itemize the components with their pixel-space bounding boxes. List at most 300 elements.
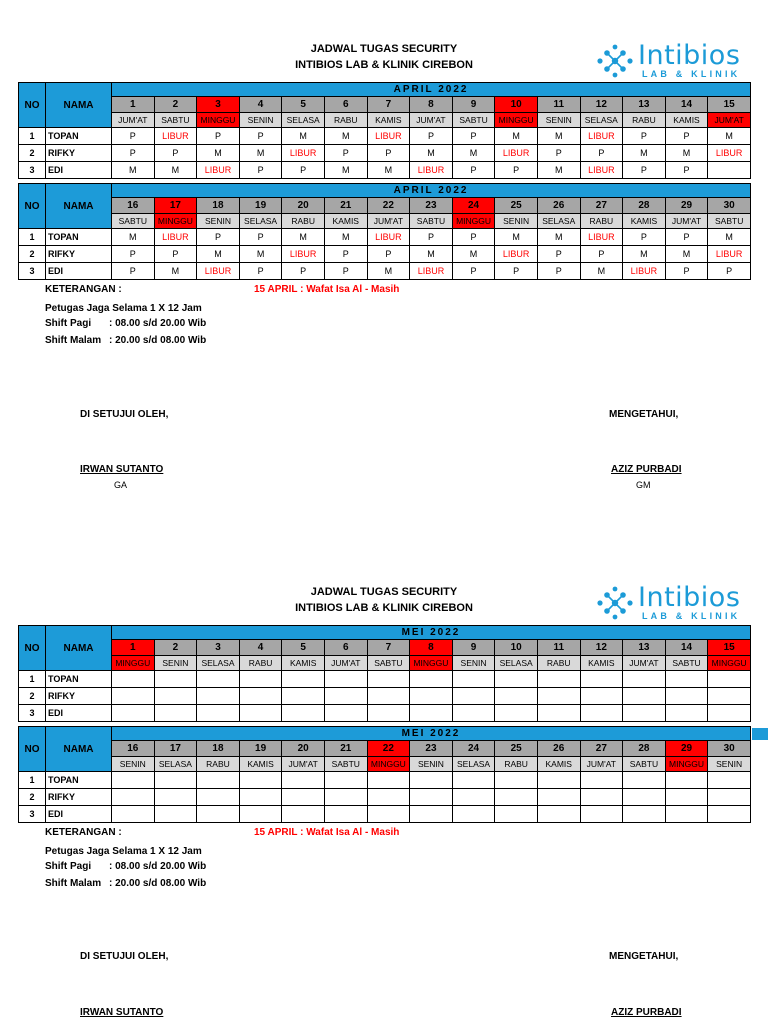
shift-cell	[410, 246, 453, 263]
shift-cell	[537, 128, 580, 145]
day-name-cell: SABTU	[154, 113, 197, 128]
shift-cell	[623, 671, 666, 688]
date-cell: 15	[708, 97, 751, 113]
shift-cell	[282, 263, 325, 280]
shift-code: M	[469, 248, 478, 259]
known-by-label-2: MENGETAHUI,	[609, 951, 679, 962]
shift-cell	[324, 263, 367, 280]
shift-cell	[665, 162, 708, 179]
shift-malam-value: : 20.00 s/d 08.00 Wib	[109, 335, 207, 346]
day-name-cell: JUM'AT	[282, 757, 325, 772]
month-header: APRIL 2022	[112, 83, 751, 97]
staff-name: EDI	[46, 806, 112, 823]
day-name-cell: KAMIS	[580, 656, 623, 671]
table-row	[19, 229, 751, 246]
shift-cell	[495, 789, 538, 806]
shift-code: M	[171, 164, 180, 175]
shift-cell	[623, 263, 666, 280]
shift-malam-value: : 20.00 s/d 08.00 Wib	[109, 878, 207, 889]
date-cell: 17	[154, 198, 197, 214]
day-name-cell: SABTU	[324, 757, 367, 772]
date-cell: 25	[495, 741, 538, 757]
date-cell: 13	[623, 97, 666, 113]
date-cell: 20	[282, 198, 325, 214]
shift-cell	[112, 806, 155, 823]
date-cell: 1	[112, 97, 155, 113]
shift-code: M	[384, 164, 393, 175]
shift-cell	[154, 705, 197, 722]
shift-code: M	[554, 164, 563, 175]
date-cell: 24	[452, 741, 495, 757]
shift-cell	[537, 806, 580, 823]
date-cell: 8	[410, 640, 453, 656]
shift-cell	[239, 671, 282, 688]
shift-cell	[410, 229, 453, 246]
day-off-label: LIBUR	[204, 265, 232, 276]
shift-cell	[197, 806, 240, 823]
shift-cell	[367, 806, 410, 823]
shift-code: P	[683, 231, 690, 242]
shift-cell	[367, 772, 410, 789]
month-header: APRIL 2022	[112, 184, 751, 198]
row-number: 2	[19, 688, 46, 705]
date-cell: 18	[197, 198, 240, 214]
shift-cell	[495, 229, 538, 246]
shift-code: P	[257, 265, 264, 276]
day-name-cell: JUM'AT	[708, 113, 751, 128]
table-row	[19, 705, 751, 722]
known-by-label: MENGETAHUI,	[609, 409, 679, 420]
shift-cell	[665, 229, 708, 246]
shift-code: M	[214, 147, 222, 158]
shift-cell	[239, 229, 282, 246]
date-cell: 13	[623, 640, 666, 656]
shift-cell	[154, 772, 197, 789]
shift-cell	[324, 789, 367, 806]
stray-blue-cell	[752, 728, 768, 740]
shift-code: P	[342, 147, 349, 158]
shift-cell	[623, 789, 666, 806]
shift-code: M	[512, 130, 520, 141]
day-name-cell: SENIN	[410, 757, 453, 772]
shift-cell	[410, 128, 453, 145]
molecule-icon	[596, 584, 634, 622]
shift-code: P	[555, 248, 562, 259]
shift-cell	[367, 145, 410, 162]
shift-cell	[537, 162, 580, 179]
shift-cell	[708, 145, 751, 162]
day-name-cell: RABU	[495, 757, 538, 772]
day-off-label: LIBUR	[375, 231, 402, 242]
shift-cell	[154, 789, 197, 806]
day-name-cell: SENIN	[239, 113, 282, 128]
day-name-cell: SABTU	[708, 214, 751, 229]
brand-name: Intibios	[638, 582, 741, 613]
shift-pagi-2	[45, 861, 206, 872]
shift-cell	[580, 772, 623, 789]
shift-code: M	[469, 147, 478, 158]
staff-name: RIFKY	[46, 789, 112, 806]
shift-cell	[580, 128, 623, 145]
date-cell: 10	[495, 97, 538, 113]
staff-name: TOPAN	[46, 671, 112, 688]
date-cell: 27	[580, 741, 623, 757]
shift-cell	[197, 145, 240, 162]
shift-cell	[154, 246, 197, 263]
shift-code: M	[725, 130, 733, 141]
shift-cell	[154, 263, 197, 280]
shift-cell	[410, 145, 453, 162]
shift-cell	[708, 671, 751, 688]
shift-cell	[580, 688, 623, 705]
shift-code: P	[555, 265, 562, 276]
holiday-note-2: 15 APRIL : Wafat Isa Al - Masih	[254, 827, 400, 838]
shift-code: M	[299, 130, 307, 141]
shift-code: M	[214, 248, 222, 259]
date-cell: 20	[282, 741, 325, 757]
shift-cell	[282, 688, 325, 705]
shift-cell	[537, 145, 580, 162]
shift-code: P	[214, 231, 221, 242]
day-name-cell: MINGGU	[154, 214, 197, 229]
shift-cell	[410, 688, 453, 705]
day-name-cell: RABU	[623, 113, 666, 128]
shift-cell	[665, 246, 708, 263]
shift-code: M	[129, 231, 137, 242]
shift-code: P	[640, 130, 647, 141]
shift-cell	[665, 789, 708, 806]
shift-code: P	[427, 130, 434, 141]
day-name-cell: JUM'AT	[410, 113, 453, 128]
day-name-cell: SELASA	[452, 757, 495, 772]
shift-cell	[537, 705, 580, 722]
shift-code: P	[342, 248, 349, 259]
shift-cell	[367, 246, 410, 263]
shift-malam-2	[45, 878, 206, 889]
shift-cell	[367, 229, 410, 246]
shift-code: P	[214, 130, 221, 141]
row-number: 3	[19, 705, 46, 722]
shift-pagi-value: : 08.00 s/d 20.00 Wib	[109, 318, 207, 329]
date-cell: 6	[324, 640, 367, 656]
shift-cell	[623, 806, 666, 823]
shift-code: M	[342, 231, 350, 242]
shift-code: M	[512, 231, 520, 242]
date-cell: 7	[367, 640, 410, 656]
month-header: MEI 2022	[112, 626, 751, 640]
doc-title-2: JADWAL TUGAS SECURITY	[310, 586, 458, 598]
shift-code: P	[640, 231, 647, 242]
shift-code: P	[257, 130, 264, 141]
day-name-cell: MINGGU	[452, 214, 495, 229]
shift-code: P	[598, 248, 605, 259]
date-cell: 9	[452, 97, 495, 113]
shift-cell	[665, 772, 708, 789]
shift-cell	[112, 671, 155, 688]
brand-subtitle: LAB & KLINIK	[641, 611, 741, 621]
shift-cell	[324, 772, 367, 789]
day-name-cell: MINGGU	[410, 656, 453, 671]
shift-code: P	[598, 147, 605, 158]
shift-code: M	[640, 248, 648, 259]
date-cell: 12	[580, 640, 623, 656]
date-cell: 17	[154, 741, 197, 757]
col-header-nama: NAMA	[46, 83, 112, 128]
date-cell: 19	[239, 741, 282, 757]
shift-code: M	[342, 164, 350, 175]
date-cell: 5	[282, 97, 325, 113]
shift-cell	[495, 688, 538, 705]
day-off-label: LIBUR	[289, 248, 317, 259]
col-header-no: NO	[19, 626, 46, 671]
shift-cell	[112, 705, 155, 722]
col-header-nama: NAMA	[46, 727, 112, 772]
shift-cell	[324, 128, 367, 145]
shift-cell	[197, 671, 240, 688]
shift-cell	[623, 128, 666, 145]
shift-malam	[45, 335, 206, 346]
day-off-label: LIBUR	[502, 248, 530, 259]
shift-cell	[239, 705, 282, 722]
shift-cell	[537, 246, 580, 263]
holiday-note: 15 APRIL : Wafat Isa Al - Masih	[254, 284, 400, 295]
shift-code: M	[427, 147, 435, 158]
keterangan-label: KETERANGAN :	[45, 284, 122, 295]
staff-name: TOPAN	[46, 229, 112, 246]
shift-cell	[112, 246, 155, 263]
shift-cell	[282, 162, 325, 179]
day-name-cell: SELASA	[537, 214, 580, 229]
day-off-label: LIBUR	[588, 130, 615, 141]
shift-cell	[623, 772, 666, 789]
shift-cell	[239, 162, 282, 179]
day-name-cell: SABTU	[623, 757, 666, 772]
day-name-cell: MINGGU	[665, 757, 708, 772]
shift-cell	[282, 671, 325, 688]
col-header-no: NO	[19, 83, 46, 128]
shift-code: M	[725, 231, 733, 242]
shift-cell	[580, 229, 623, 246]
shift-cell	[324, 688, 367, 705]
shift-cell	[154, 806, 197, 823]
shift-cell	[324, 145, 367, 162]
shift-cell	[580, 162, 623, 179]
date-cell: 3	[197, 97, 240, 113]
month-header: MEI 2022	[112, 727, 751, 741]
shift-cell	[410, 705, 453, 722]
day-name-cell: SENIN	[154, 656, 197, 671]
shift-cell	[112, 128, 155, 145]
shift-cell	[367, 263, 410, 280]
shift-malam-label: Shift Malam	[45, 878, 102, 889]
day-name-cell: KAMIS	[282, 656, 325, 671]
date-cell: 2	[154, 97, 197, 113]
day-off-label: LIBUR	[162, 130, 189, 141]
staff-name: EDI	[46, 162, 112, 179]
shift-code: P	[342, 265, 349, 276]
day-name-cell: MINGGU	[495, 113, 538, 128]
date-cell: 19	[239, 198, 282, 214]
shift-cell	[282, 246, 325, 263]
approved-by-label: DI SETUJUI OLEH,	[80, 409, 169, 420]
shift-cell	[537, 789, 580, 806]
shift-cell	[495, 806, 538, 823]
shift-cell	[324, 162, 367, 179]
shift-cell	[665, 128, 708, 145]
date-cell: 23	[410, 741, 453, 757]
col-header-no: NO	[19, 184, 46, 229]
shift-cell	[239, 263, 282, 280]
day-name-cell: SELASA	[197, 656, 240, 671]
table-row	[19, 145, 751, 162]
shift-cell	[580, 705, 623, 722]
shift-cell	[452, 263, 495, 280]
shift-cell	[537, 263, 580, 280]
shift-code: P	[726, 265, 733, 276]
day-name-cell: JUM'AT	[623, 656, 666, 671]
table-row	[19, 246, 751, 263]
day-off-label: LIBUR	[715, 147, 743, 158]
date-cell: 5	[282, 640, 325, 656]
date-cell: 22	[367, 741, 410, 757]
shift-code: P	[640, 164, 647, 175]
day-name-cell: SABTU	[665, 656, 708, 671]
shift-cell	[367, 688, 410, 705]
row-number: 2	[19, 789, 46, 806]
shift-cell	[154, 162, 197, 179]
shift-cell	[495, 162, 538, 179]
table-row	[19, 263, 751, 280]
shift-cell	[495, 128, 538, 145]
shift-cell	[708, 705, 751, 722]
date-cell: 9	[452, 640, 495, 656]
shift-cell	[112, 229, 155, 246]
shift-cell	[282, 806, 325, 823]
shift-cell	[410, 263, 453, 280]
date-cell: 4	[239, 640, 282, 656]
shift-code: P	[470, 231, 477, 242]
shift-cell	[580, 263, 623, 280]
shift-code: M	[299, 231, 307, 242]
date-cell: 14	[665, 640, 708, 656]
molecule-icon	[596, 42, 634, 80]
shift-cell	[580, 145, 623, 162]
shift-code: P	[470, 130, 477, 141]
day-name-cell: JUM'AT	[324, 656, 367, 671]
day-off-label: LIBUR	[289, 147, 317, 158]
day-name-cell: KAMIS	[367, 113, 410, 128]
keterangan-label-2: KETERANGAN :	[45, 827, 122, 838]
shift-cell	[410, 162, 453, 179]
shift-cell	[495, 772, 538, 789]
date-cell: 7	[367, 97, 410, 113]
date-cell: 29	[665, 741, 708, 757]
day-name-cell: KAMIS	[324, 214, 367, 229]
shift-cell	[665, 688, 708, 705]
day-name-cell: SELASA	[580, 113, 623, 128]
shift-cell	[708, 772, 751, 789]
approver-role: GA	[114, 480, 128, 490]
shift-pagi-label: Shift Pagi	[45, 318, 92, 329]
approver-name: IRWAN SUTANTO	[80, 464, 164, 475]
shift-cell	[154, 128, 197, 145]
day-off-label: LIBUR	[204, 164, 232, 175]
shift-code: M	[640, 147, 648, 158]
day-name-cell: KAMIS	[665, 113, 708, 128]
col-header-nama: NAMA	[46, 184, 112, 229]
shift-cell	[112, 263, 155, 280]
day-name-cell: SENIN	[708, 757, 751, 772]
day-name-cell: SABTU	[452, 113, 495, 128]
shift-cell	[708, 263, 751, 280]
shift-cell	[112, 688, 155, 705]
day-off-label: LIBUR	[502, 147, 530, 158]
shift-code: M	[682, 248, 691, 259]
shift-cell	[197, 246, 240, 263]
date-cell: 18	[197, 741, 240, 757]
date-cell: 6	[324, 97, 367, 113]
day-name-cell: KAMIS	[537, 757, 580, 772]
shift-cell	[410, 772, 453, 789]
day-name-cell: MINGGU	[112, 656, 155, 671]
day-name-cell: MINGGU	[367, 757, 410, 772]
shift-code: P	[683, 164, 690, 175]
row-number: 1	[19, 772, 46, 789]
staff-name: EDI	[46, 263, 112, 280]
shift-cell	[537, 229, 580, 246]
shift-code: P	[385, 147, 392, 158]
shift-cell	[708, 162, 751, 179]
day-name-cell: JUM'AT	[580, 757, 623, 772]
shift-code: P	[427, 231, 434, 242]
staff-name: EDI	[46, 705, 112, 722]
shift-cell	[580, 671, 623, 688]
shift-cell	[197, 705, 240, 722]
date-cell: 1	[112, 640, 155, 656]
shift-cell	[665, 671, 708, 688]
date-cell: 28	[623, 741, 666, 757]
shift-cell	[112, 789, 155, 806]
shift-cell	[580, 806, 623, 823]
shift-code: P	[683, 130, 690, 141]
staff-name: RIFKY	[46, 246, 112, 263]
row-number: 3	[19, 806, 46, 823]
date-cell: 21	[324, 741, 367, 757]
shift-cell	[367, 128, 410, 145]
day-name-cell: RABU	[324, 113, 367, 128]
col-header-nama: NAMA	[46, 626, 112, 671]
date-cell: 24	[452, 198, 495, 214]
day-name-cell: RABU	[282, 214, 325, 229]
shift-cell	[410, 806, 453, 823]
shift-cell	[623, 145, 666, 162]
shift-cell	[367, 705, 410, 722]
table-row	[19, 772, 751, 789]
day-name-cell: RABU	[197, 757, 240, 772]
shift-code: P	[683, 265, 690, 276]
doc-subtitle: INTIBIOS LAB & KLINIK CIREBON	[295, 59, 473, 71]
shift-code: P	[300, 265, 307, 276]
shift-cell	[197, 128, 240, 145]
shift-code: M	[427, 248, 435, 259]
date-cell: 4	[239, 97, 282, 113]
shift-cell	[580, 246, 623, 263]
shift-cell	[154, 145, 197, 162]
shift-cell	[197, 229, 240, 246]
shift-cell	[239, 772, 282, 789]
day-name-cell: SENIN	[112, 757, 155, 772]
shift-cell	[452, 705, 495, 722]
